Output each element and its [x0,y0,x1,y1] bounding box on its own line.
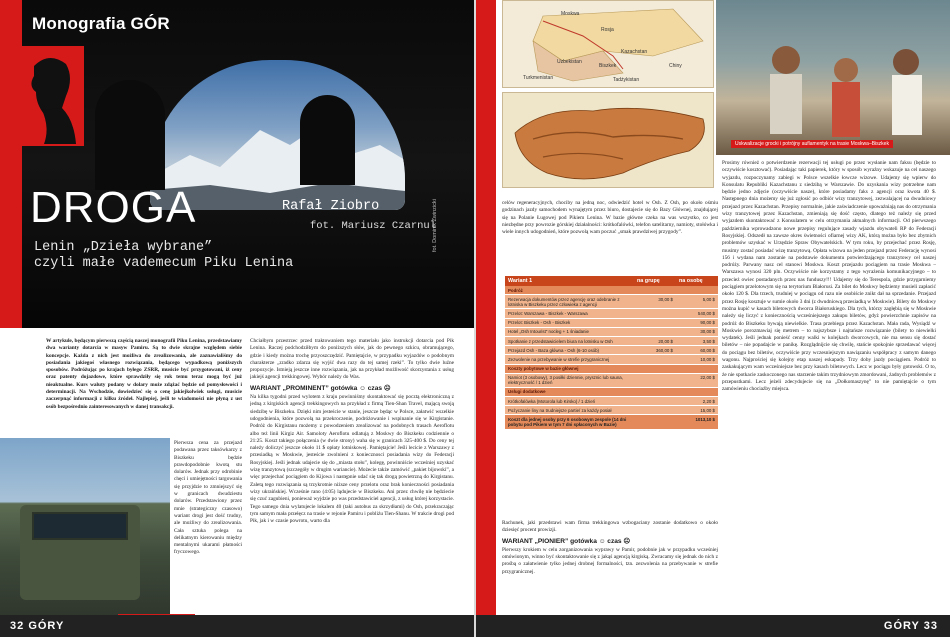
variant-2-heading: WARIANT „PIONIER” gotówka ☺ czas ☹ [502,537,631,545]
right-col2 [722,160,936,615]
map-label: Rosja [601,27,614,33]
people-illustration [716,0,950,155]
body-text: Na kilka tygodni przed wylotem z kraju powinniśmy skontaktować się pocztą elektroniczną z jedną z kirgiskich agencji trekkingowych na przykład z firmą Tien-Shan Travel, mającą swoją siedzibę w Biszkeku. Dzięki nim jesteście w stanie, jeszcze będąc w Polsce, załatwić wszelkie udogodnienia, które pozwolą na przekroczenie, podróżowanie i wspinanie się w Kirgistanie. Podróż do Kirgistanu możemy z powodzeniem zrealizować na podobnych trasach Aeroflotu albo też linii Kirgiz Air. Samoloty Aeroflotu odlatują z Moskwy do Biszkeku codziennie o 21:25. Koszt takiego połączenia (w dwie strony) waha się w granicach 325-400 $. Do ceny tej należy doliczyć jeszcze około 11 $ opłaty lotniskowej. Pamiętajcie! Jeśli lecicie z Warszawy z przesiadką w Moskwie, jesteście zwolnieni z koniecznosci posiadania wizy do Federacji Rosyjskiej. Jeśli jednak udajecie się do „miasta stołu”, kolegę, powinniście wcześniej uzyskać wizę tranzytową (szczegóły w drugim wariancie). Możecie także zamówić „pakiet bijowski”, a więc przejechać pociągiem do Kijowa i następnie udać się tak drogą powietrzną do Kirgistanu. Zaletą tego rozwiązania są trzykrotnie niższe ceny przelotu oraz brak konieczności posiadania wizy ukraińskiej. Wcześnie rano (4:05) lądujecie w Biszkeku. Ani przez chwilę nie będziecie się czuć zagubieni, ponieważ wyjdzie po was przedstawiciel agencji, z usług której korzystacie. Tego samego dnia wylatujecie lokalem 40 (taki autobus za skrzydłami) do Osh, przekraczając tym samym mała przełęcz na trasie w rejonie Pamiru i pobliżu Tien-Shanu. W trakcie drogi pod Pik, jak i w czasie powrotu, warto dla [250,394,454,525]
passenger-silhouette [300,95,355,185]
map-label: Uzbekistan [557,59,582,65]
table-row: Rezerwacja dokumentów przez agencję oraz odebranie z lotniska w Biszkeku przez człowieka z agencji 30,00 $ 5,00 $ [505,295,718,309]
vertical-photo-credit: fot. Dominik Zwinzicki [432,199,438,252]
table-row: Spotkanie z przedstawicielem biura na lotnisku w Osh 20,00 $ 3,50 $ [505,336,718,345]
table-row: Namiot (3 osobowy), 3 posiłki dziennie, prysznic lub sauna, elektryczność / 1 dzień 22,00 $ [505,373,718,387]
lead-paragraph [46,338,242,438]
travel-photo [716,0,950,155]
left-page [0,0,474,637]
red-sidebar [476,0,496,637]
table-row: Krótkofalówka (Motorola lub Kirsko) / 1 dzień 2,20 $ [505,397,718,406]
body-text: Chciałbym przestrzec przed traktowaniem tego materiału jako instrukcji dotarcia pod Pik Lenina. Raczej podchodziłbym do poniższych słów, jak do pewnego szkicu, obramującego, gdzie i kiedy można trochę przyoszczędzić. Pamiętajcie, w przypadku wyjazdów o podobnym charakterze „zradko zdarza się wyjść dwa razy do tej samej rzeki”. To tylko dwie luźne propozycje. Istnieją jeszcze inne rozwiązania, jak na przykład możliwość skorzystania z usług jakiejś agencji trekkingowej. Wybór należy do Was. [250,338,454,381]
page-number-left: 32 GÓRY [10,620,65,632]
col-head-person: na osobę [676,276,718,286]
footer-bar [476,615,950,637]
article-subtitle [34,240,293,272]
right-col1-bottom [502,520,718,615]
table-row: Przelot: Warszawa - Biszkek - Warszawa 540,00 $ [505,309,718,318]
table-title: Wariant 1 [505,276,634,286]
photo-caption: Uskwalizacje grocki i potrójny auflamentyk na trasie Moskwa–Biszkek [731,140,893,148]
left-col1-continued [174,440,242,615]
subtitle-line-2: czyli małe vademecum Piku Lenina [34,256,294,271]
cost-table [505,276,718,430]
map-label: Turkmenistan [523,75,554,81]
relief-map-shapes [503,93,715,189]
body-text: Pierwsza cena za przejazd podawana przez taksówkarzy z Biszkeku będzie prawdopodobnie kwotą stu dolarów. Jednak przy odrobinie chęci i umiejętności targowania się przyjdzie to zmniejszyć się w granicach dwudziestu dolarów. Przedstawiony przez mnie (strategiczny czasowo) wariant drogi jest dość trudny, ale możliwy do zrealizowania. Cała sztuka polega na delikatnym kierowaniu między mentalnymi ukarami płatności fryczowego. [174,440,242,556]
section-title: Monografia GÓR [32,14,170,33]
map-label: Tadżykistan [613,77,640,83]
article-title: DROGA [30,183,197,232]
map-label: Biszkek [599,63,617,69]
driver-silhouette [95,80,165,190]
hero-photo [0,0,474,328]
table-row: Przejazd Osh - Baza główna - Osh (6-10 osób) 360,00 $ 60,00 $ [505,346,718,355]
table-section: Koszty pobytowe w bazie głównej [505,364,718,373]
right-page [476,0,950,637]
region-map [502,0,714,88]
table-section: Usługi dodatkowe [505,387,718,396]
table-section: Podróż [505,286,718,295]
col-head-group: na grupę [634,276,676,286]
table-row: Hotel „Osh Intourist” nocleg + 1 śniadanie 30,00 $ [505,327,718,336]
body-text: Prosimy również o potwierdzenie rezerwacji tej usługi po przez wysłanie nam faksu (będzie to oczywiście kosztować). Posiadając taki papierek, który w sposób wyraźny wskazuje na cel naszego wyjazdu, rozpoczynamy zabiegi w Polsce wszelkie łowcze wizowe. Udajemy się wpierw do Konsulatu Republiki Kazachstanu z siedzibą w Warszawie. Do uzyskania wizy potrzebne nam będzie jedno zdjęcie (oczywiście nasze), które posiadamy faks z agencji oraz kwota 40 $. Następnego dnia możemy się już zgłosić po odbiór wizy tranzytowej, zezwalającej na dwudniowy przejazd przez Kazachstan. Przepisy normalnie, jakie zaświadczenie upoważniają nas do otrzymania wizy tranzytowej przez Kazachstan, zmieniają się dość często, dlatego też należy się przed wyjazdem skontaktować z Konsulatem w celu otrzymania aktualnych informacji. Od pierwszego października wprowadzono nowe przepisy regulujące zasady wjazdu obywateli RP do Federacji Rosyjskiej. Odszedł na zawsze okres świetności ofiarnej wizy AK, którą można było bez zbytnich problemów uzyskać w Urzędzie Spraw Obywatelskich. W tym roku, by przejechać przez Rosję, musimy zostać posiadać wizę tranzytową. Opłata wizowa na jeden przejazd przez Federację wynosi 156 i wydana nam zostanie na podstawie dokumentu potwierdzającego tranzytowy cel naszej podróży. Parwany nasz cel stanowi Moskwa. Koszt przejazdu pociągiem na trasie Moskwa – Warszawa wynosi 320 pln. Oczywiście nie korzystamy z tego wyrażenia komunikacyjnego – to przecież owiec postadanych przez nas funduszy!!! Udajemy się do Terespola, gdzie przygarniemy pociągiem przelotowym się na terytorium Białorusi. Za bilet do Moskwy będziemy musieli zapłacić około 120 $. Dla trzech, trudniej w pociągu od razu nie osobiście znikt dał na sprzedanie. Przejazd przez Rosję kosztuje w sumie około 3 dni (z dwudniową przesiadką w Moskwie). Bilety do Moskwy można kupić w kasach biletowych dworca Białoruskiego. Dla tych, którzy zagłębią się w Moskwie należy się liczyć z koniecznością wcześniejszego zakupu biletów, gdyż powierzchnie zapisów na podróż do Biszkeku bywają niewielkie. Trasa przebiega przez Kazachstan. Mała rada, Wysiądź w Moskwie porozmawiaj się metrem – to najszybsze i najtańsze rozwiązanie (bilety to niewielki wydatek). Jeśli jednak ponieść cenny walki w kolejkach dworcowych, nie ma sensu się dostać biletów – nie popadajcie w panikę. Rozglądnijcie się chwilę, stańcie spokojnie sprzedawać więcej do pociągu bez biletów, oczywiście przy wczesniejszym nawiązaniu współpracy z samym danego wagonu. Najprościej się kolejny etap naszej eskapady. Trzy doby jazdy pociągiem. Podróż to zaskakującym wam wcześniejsze bez przy kasach biletowych. Lecz w pociągu były gotowski. O to, że nie spotkacie zaskoczonego nas starzenie takim trzydniowym zmordowani, żadnych problemów z przepustkami. Lecz jeżeli zdecydujecie się na „Dołkomaszynę” to nie pamiętajcie o tym zamówieniu chociażby miejsca. [722,160,936,393]
photo-credit: fot. Mariusz Czarnul [310,220,437,232]
lead-text: W artykule, będącym pierwszą częścią naszej monografii Piku Lenina, przedstawiamy dwa warianty dotarcia w masyw Pamiru. Są to dwie skrajne względem siebie koncepcje. Każda z nich jest możliwa do zrealizowania, ale zaznawialiśmy do posiadania jakiegoś własnego rozwiązania, będącego wypadkową poniższych sposobów. Podróżując po krajach byłego ZSRR, musicie być przygotowani, iż ceny oraz patenty dojazdowe, które sprawdziły się rok temu teraz mogą być już nieaktualne. Kurs waluty podany w dolary może zdążać będzie od pomysłowości i determinacji. Na Wschodzie, dowiedzieć się o cenę jakiejkolwiek usługi, musicie zaczerpnąć informacji z kilku źródeł. Najlepiej, jeśli te wiadomości nie płyną z ust osób bezpośrednio zainteresowanych w danej transakcji. [46,338,242,410]
right-col1-intro [502,200,718,272]
table-total: Koszt dla jednej osoby przy 6 osobowym zespole (14 dni pobytu pod Pikiem w tym 7 dni spłaconych w Bazie) 1013,10 $ [505,415,718,429]
table-row: Pożyczanie liny na trudniejsze partie/ za każdy posiał 15,00 $ [505,406,718,415]
author: Rafał Ziobro [282,199,380,214]
subtitle-line-1: Lenin „Dzieła wybrane” [34,240,213,255]
table-row: Przelot: Biszkek - Osh - Biszkek 90,00 $ [505,318,718,327]
body-text: Rachunek, jaki przedstawi wam firma trekkingowa wzbogaciany zostanie dodatkowo o około dziesięć procent prowizji. [502,520,718,534]
relief-map [502,92,714,188]
map-label: Moskwa [561,11,580,17]
table-row: Zezwolenie na przebywanie w strefie przygranicznej 10,00 $ [505,355,718,364]
truck-windshield [32,512,128,540]
footer-bar [0,615,474,637]
map-label: Kazachstan [621,49,648,55]
map-label: Chiny [669,63,682,69]
body-text: Pierwszy krokiem w celu zorganizowania wyprawy w Pamir, podobnie jak w przypadku wcześniej omówionym, winno być skontaktowanie się z jakąś agencją kirgiską. Zwracamy się jednak do nich z prośbą o załatwienie tylko jednej drobnej formalności, tzn. zezwolenia na przebywanie w strefie przygranicznej. [502,546,718,575]
variant-1-heading: WARIANT „PROMINENT” gotówka ☺ czas ☹ [250,384,391,392]
page-number-right: GÓRY 33 [883,620,938,632]
lenin-portrait [14,46,84,146]
body-text: celów regeneracyjnych, chociby na jedną noc, odwiedzić hotel w Osh. Z Osh, po około ośmiu godzinach jazdy samochodem wynajętym przez biuro, dostajecie się do Bazy Głównej, znajdującej się na Polanie Ługowej pod Pikiem Lenina. W bazie główne czeka na was wszystko, co jest niezbędne przy powrozie górskiej działalności: krótkofalówki, telefon satelitarny, namioty, stołówka i wiele innych udogodnień, które pozwolą wam poczuć „smak prawdziwej przygody”. [502,200,718,236]
left-col2 [250,338,454,615]
